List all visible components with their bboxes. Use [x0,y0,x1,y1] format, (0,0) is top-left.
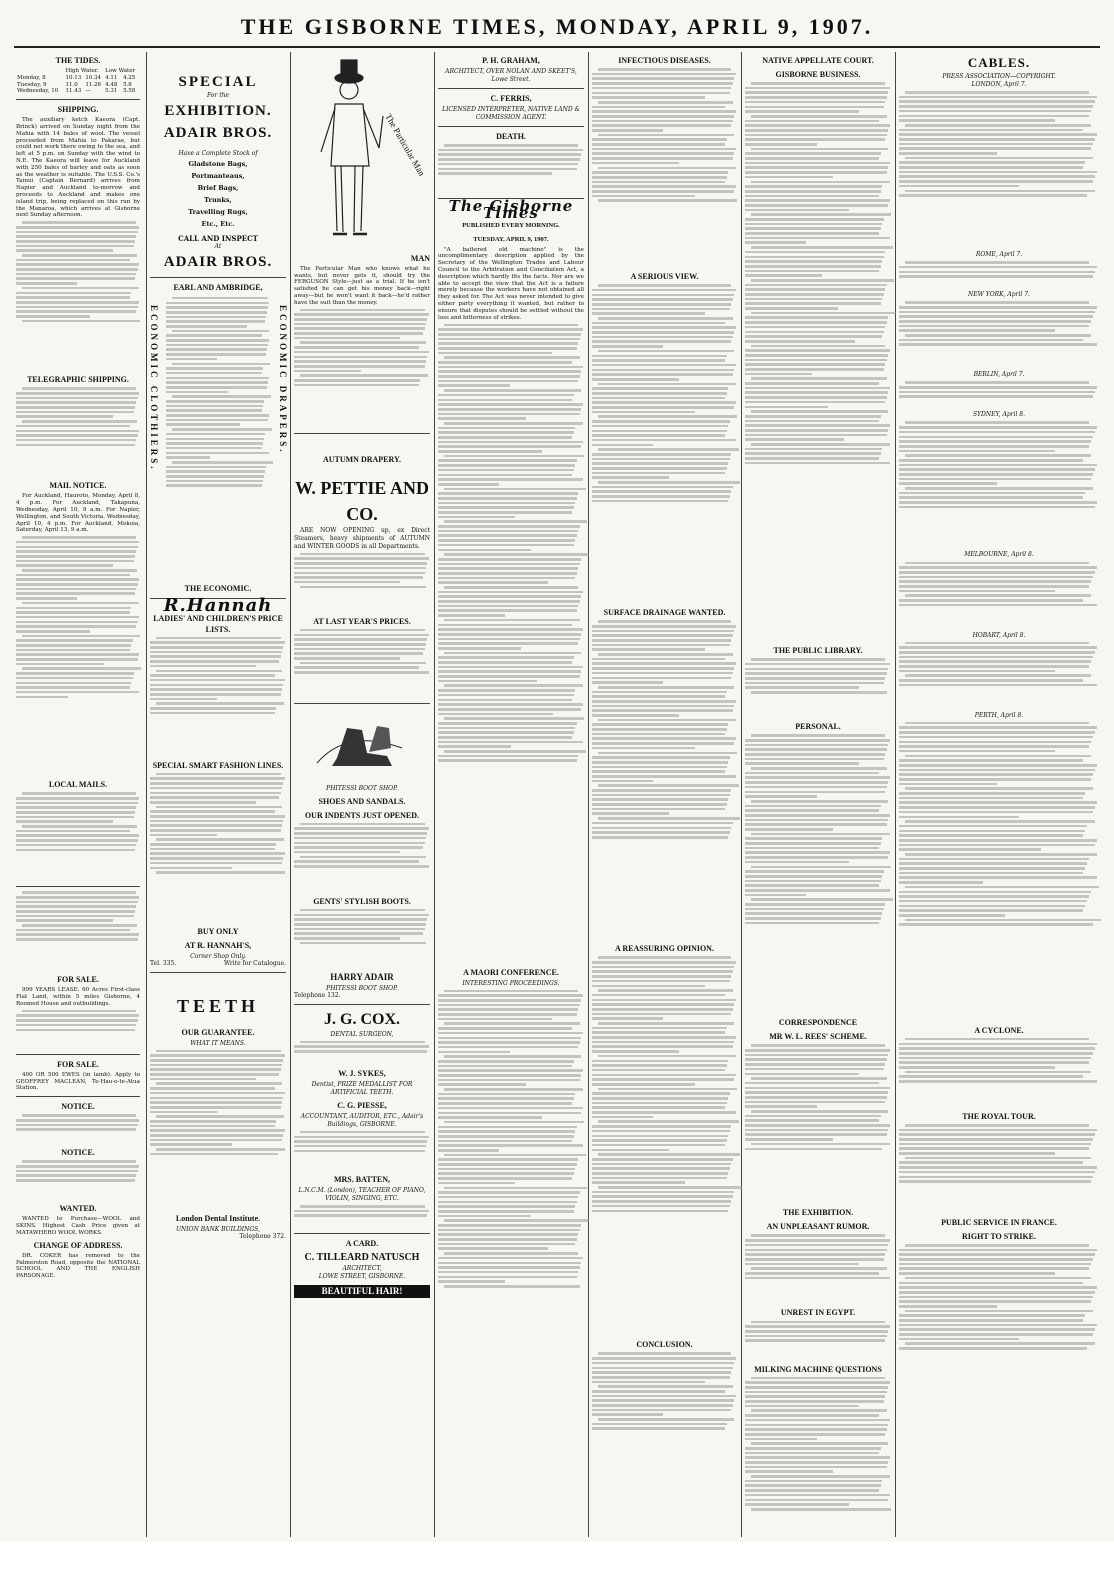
article-text [745,734,891,1014]
gisborne-business-heading: GISBORNE BUSINESS. [775,70,861,79]
article-text [16,792,140,882]
article-text [16,1160,140,1200]
last-years-prices: AT LAST YEAR'S PRICES. [313,616,411,626]
article-text [294,1205,430,1229]
issue-date: TUESDAY, APRIL 9, 1907. [473,235,549,243]
press-association: PRESS ASSOCIATION—COPYRIGHT. [942,73,1056,80]
article-text [294,823,430,893]
batten-heading: MRS. BATTEN, [333,1174,391,1184]
adair-heading-2: ADAIR BROS. [163,253,273,270]
article-text [294,629,430,699]
guarantee-heading: OUR GUARANTEE. [181,1027,255,1037]
particular-label: The Particular Man [383,112,427,178]
masthead-rule [14,46,1100,48]
buy-only: BUY ONLY [197,926,239,936]
card-heading: A CARD. [345,1238,379,1248]
now-opening: ARE NOW OPENING up, ex Direct Steamers, heavy shipments of AUTUMN and WINTER GOODS in all Departments. [294,526,430,550]
shipping-text: The auxiliary ketch Kaeora (Capt. Brinck) arrived on Sunday night from the Mahia with 14 bales of wool. The vessel proceeded from Mahia to Pakarae, but could not work there owing to the sea, and left at 5 p.m. on Sunday with the wind to N.E. The Kaeora will leave for Auckland with 250 bales of barley and oats as soon as the weather is suitable. The U.S.S. Co.'s Tainui (Captain Bernard) arrives from Napier and Auckland to-morrow and proceeds to Auckland and makes one island trip, being replaced on this run by the Manaroa, which arrives at Gisborne next Sunday afternoon. [16,117,140,219]
article-text [150,1050,286,1210]
dental-telephone: Telephone 372. [239,1232,286,1240]
article-text [899,381,1099,411]
infectious-heading: INFECTIOUS DISEASES. [618,56,711,65]
article-text [745,1044,891,1204]
phitessi-shop: PHITESSI BOOT SHOP. [326,984,398,992]
personal-heading: PERSONAL. [795,722,841,732]
piesse-heading: C. G. PIESSE, [337,1100,387,1110]
article-text [899,1244,1099,1404]
at-label: At [214,242,222,250]
article-text [16,891,140,971]
gents-boots: GENTS' STYLISH BOOTS. [313,896,411,906]
notice-heading: NOTICE. [61,1148,95,1158]
article-text [592,1352,737,1472]
union-bank: UNION BANK BUILDINGS, [176,1225,260,1233]
appellate-heading: NATIVE APPELLATE COURT. [762,56,874,65]
dateline-london: LONDON, April 7. [971,81,1027,88]
column-divider [741,52,742,1537]
milking-heading: MILKING MACHINE QUESTIONS [754,1364,882,1374]
tides-col-low: Low Water [105,68,136,74]
batten-sub: L.N.C.M. (London), TEACHER OF PIANO, VIOLIN, SINGING, ETC. [298,1186,426,1202]
ferris-sub: LICENSED INTERPRETER, NATIVE LAND & COMMISSION AGENT. [442,106,580,121]
ewes-text: 400 OR 500 EWES (in lamb). Apply to GEOFFREY MACLEAN, Te-Hau-o-te-Atua Station. [16,1071,140,1092]
article-text [899,1124,1099,1214]
economic-ad [150,295,286,580]
pettie-heading: W. PETTIE AND CO. [295,477,429,524]
article-text [592,620,737,940]
lease-text: 999 YEARS LEASE. 60 Acres First-class Flat Land, within 5 miles Gisborne, 4 Roomed House and outbuildings. [16,987,140,1007]
teeth-heading: TEETH [176,995,260,1016]
beautiful-hair: BEAUTIFUL HAIR! [294,1285,430,1298]
exhibition-heading: THE EXHIBITION. [782,1208,854,1218]
unrest-egypt-heading: UNREST IN EGYPT. [780,1308,856,1318]
column-7 [899,52,1099,1537]
article-text [150,773,286,923]
column-divider [290,52,291,1537]
rees-scheme-heading: MR W. L. REES' SCHEME. [769,1032,867,1042]
article-text [899,261,1099,291]
correspondence-heading: CORRESPONDENCE [778,1018,858,1028]
natusch-heading: C. TILLEARD NATUSCH [304,1251,420,1263]
mail-heading: MAIL NOTICE. [49,481,107,491]
graham-heading: P. H. GRAHAM, [482,56,540,65]
wanted-heading: WANTED. [59,1204,97,1214]
royal-tour-heading: THE ROYAL TOUR. [962,1111,1036,1121]
article-text [150,637,286,757]
article-text [16,536,140,776]
unpleasant-rumor-heading: AN UNPLEASANT RUMOR. [766,1222,870,1232]
conclusion-heading: CONCLUSION. [636,1340,693,1350]
article-text [592,284,737,604]
surface-drainage-heading: SURFACE DRAINAGE WANTED. [603,608,726,618]
article-text [438,324,584,964]
side-label-drapers: ECONOMIC DRAPERS. [278,304,288,455]
price-lists-heading: LADIES' AND CHILDREN'S PRICE LISTS. [153,613,283,634]
masthead-title: THE GISBORNE TIMES, MONDAY, APRIL 9, 1907. [240,14,874,39]
architect: ARCHITECT, [342,1264,382,1272]
graham-sub: ARCHITECT, OVER NOLAN AND SKEET'S, Lowe Street. [445,68,577,83]
article-text [899,562,1099,632]
article-text [592,68,737,268]
shipping-heading: SHIPPING. [57,105,99,115]
special-heading: SPECIAL [178,74,258,90]
dateline-rome: ROME, April 7. [975,251,1023,259]
economic-heading: THE ECONOMIC. [184,583,252,593]
hannah-contact: Tel. 335. Write for Catalogue. [150,959,286,967]
column-1 [16,52,140,1537]
hannah-logo: R.Hannah [163,594,273,616]
article-text [745,1234,891,1304]
ferris-heading: C. FERRIS, [490,94,532,103]
what-it-means: WHAT IT MEANS. [190,1039,246,1047]
published-every-morning: PUBLISHED EVERY MORNING. [462,221,560,229]
column-2 [150,52,286,1537]
dateline-melbourne: MELBOURNE, April 8. [964,551,1034,559]
for-sale-heading: FOR SALE. [57,975,99,985]
right-to-strike-heading: RIGHT TO STRIKE. [961,1231,1037,1241]
column-divider [895,52,896,1537]
article-text [438,144,584,194]
dateline-berlin: BERLIN, April 7. [973,371,1025,379]
article-text [899,421,1099,551]
tides-table [16,68,140,95]
public-service-heading: PUBLIC SERVICE IN FRANCE. [941,1217,1057,1227]
autumn-drapery: AUTUMN DRAPERY. [322,454,402,464]
article-text [745,1321,891,1361]
dateline-hobart: HOBART, April 8. [972,631,1026,639]
article-text [899,301,1099,371]
boot-illustration [294,708,430,781]
telephone-132: Telephone 132. [294,991,341,999]
table-row: Monday, 8 10.13 10.34 4.11 4.25 [17,74,136,81]
cox-heading: J. G. COX. [324,1010,400,1028]
dateline-sydney: SYDNEY, April 8. [972,411,1026,419]
at-hannahs: AT R. HANNAH'S, [184,940,252,950]
local-mails-heading: LOCAL MAILS. [48,780,108,790]
for-the: For the [206,92,230,99]
our-indents: OUR INDENTS JUST OPENED. [304,810,420,820]
article-text [745,658,891,718]
sykes-sub: Dentist, PRIZE MEDALLIST FOR ARTIFICIAL TEETH. [311,1080,413,1096]
column-divider [146,52,147,1537]
column-3 [294,52,430,1537]
article-text [294,309,430,429]
notice-heading: NOTICE. [61,1102,95,1112]
article-text [294,909,430,969]
death-heading: DEATH. [496,132,526,141]
article-text [745,82,891,642]
change-text: DR. COKER has removed to the Palmerston Road, opposite the NATIONAL SCHOOL AND THE ENGLISH PARSONAGE. [16,1252,140,1280]
stock-list: Gladstone Bags, Portmanteaus, Brief Bags, Trunks, Travelling Rugs, Etc., Etc. [188,160,248,228]
tides-col-high: High Water. [65,68,99,74]
column-5 [592,52,737,1537]
maori-conference-heading: A MAORI CONFERENCE. [463,967,559,977]
column-4 [438,52,584,1537]
article-text [899,722,1099,1022]
paper-title: The Gisborne Times [448,197,574,222]
library-heading: THE PUBLIC LIBRARY. [773,646,863,656]
column-divider [588,52,589,1537]
column-6 [745,52,891,1537]
phitessi-caption: PHITESSI BOOT SHOP. [326,784,398,792]
article-text [592,956,737,1336]
cyclone-heading: A CYCLONE. [974,1025,1024,1035]
piesse-sub: ACCOUNTANT, AUDITOR, ETC., Adair's Buildings, GISBORNE. [300,1112,424,1128]
man-caption: MAN [410,253,430,263]
article-text [899,91,1099,251]
smart-lines-heading: SPECIAL SMART FASHION LINES. [152,760,284,770]
article-text [16,221,140,371]
change-heading: CHANGE OF ADDRESS. [33,1240,123,1250]
serious-view-heading: A SERIOUS VIEW. [630,272,699,282]
article-text [438,990,584,1430]
call-inspect: CALL AND INSPECT [178,234,258,243]
economic-text [166,295,270,580]
table-row: Tuesday, 9 11.0 11.26 4.48 5.8 [17,81,132,88]
harry-adair: HARRY ADAIR [330,971,394,982]
article-text [899,1038,1099,1108]
article-text [745,1377,891,1577]
shoes-heading: SHOES AND SANDALS. [318,796,406,806]
mail-text: For Auckland, Hauroto, Monday, April 8, 4 p.m. For Auckland, Takapuna, Wednesday, April 10, 9 a.m. For Napier, Wellington, and South Victoria, Wednesday, April 10, 4 p.m. For Auckland, Mokoia, Saturday, April 13, 9 a.m. [16,493,140,534]
article-text [899,642,1099,712]
sykes-heading: W. J. SYKES, [338,1068,386,1078]
article-text [16,1114,140,1144]
reassuring-heading: A REASSURING OPINION. [615,944,714,954]
article-text [294,1041,430,1065]
earl-ambridge-heading: EARL AND AMBRIDGE, [173,282,263,292]
tides-heading: THE TIDES. [55,56,101,65]
wanted-text: WANTED to Purchase—WOOL and SKINS. Highest Cash Price given at MATAWHERO WOOL WORKS. [16,1216,140,1236]
dateline-new-york: NEW YORK, April 7. [968,291,1030,299]
corner-shop: Corner Shop Only. [190,952,246,960]
adair-heading: ADAIR BROS. [163,125,273,141]
exhibition-heading: EXHIBITION. [164,103,272,119]
dental-surgeon: DENTAL SURGEON, [330,1030,394,1038]
leader-text: "A battered old machine" is the uncomplimentary description applied by the Secretary of the Wellington Trades and Labour Council to the Arbitration and Conciliation Act, a description which hardly fits the facts. Nor are we able to accept the view that the Act is a failure merely because the workers have not obtained all they asked for. The Act was never intended to give either party everything it wanted, but rather to ensure that disputes should be settled without the loss and bitterness of strikes. [438,246,584,321]
table-row: Wednesday, 10 11.43 — 5.31 5.58 [17,88,136,95]
article-text [294,1131,430,1171]
article-text [16,387,140,477]
article-text [294,553,430,613]
side-label-clothiers: ECONOMIC CLOTHIERS. [148,304,159,472]
particular-man-illustration [294,56,430,249]
complete-stock: Have a Complete Stock of [178,150,258,157]
lowe-street: LOWE STREET, GISBORNE. [318,1272,406,1280]
london-dental: London Dental Institute. [175,1213,261,1223]
particular-text: The Particular Man who knows what he wants, but never gets it, should try the FERGUSON Style—just as a trial. If he isn't satisfied he can get his money back—right away—but he won't want it back—he'd rather have the suit than the money. [294,265,430,306]
cables-heading: CABLES. [967,55,1031,70]
telegraphic-heading: TELEGRAPHIC SHIPPING. [27,375,129,385]
for-sale-heading: FOR SALE. [57,1059,99,1069]
dateline-perth: PERTH, April 8. [974,711,1024,719]
interesting-proceedings: INTERESTING PROCEEDINGS. [462,979,560,987]
column-divider [434,52,435,1537]
article-text [16,1010,140,1050]
